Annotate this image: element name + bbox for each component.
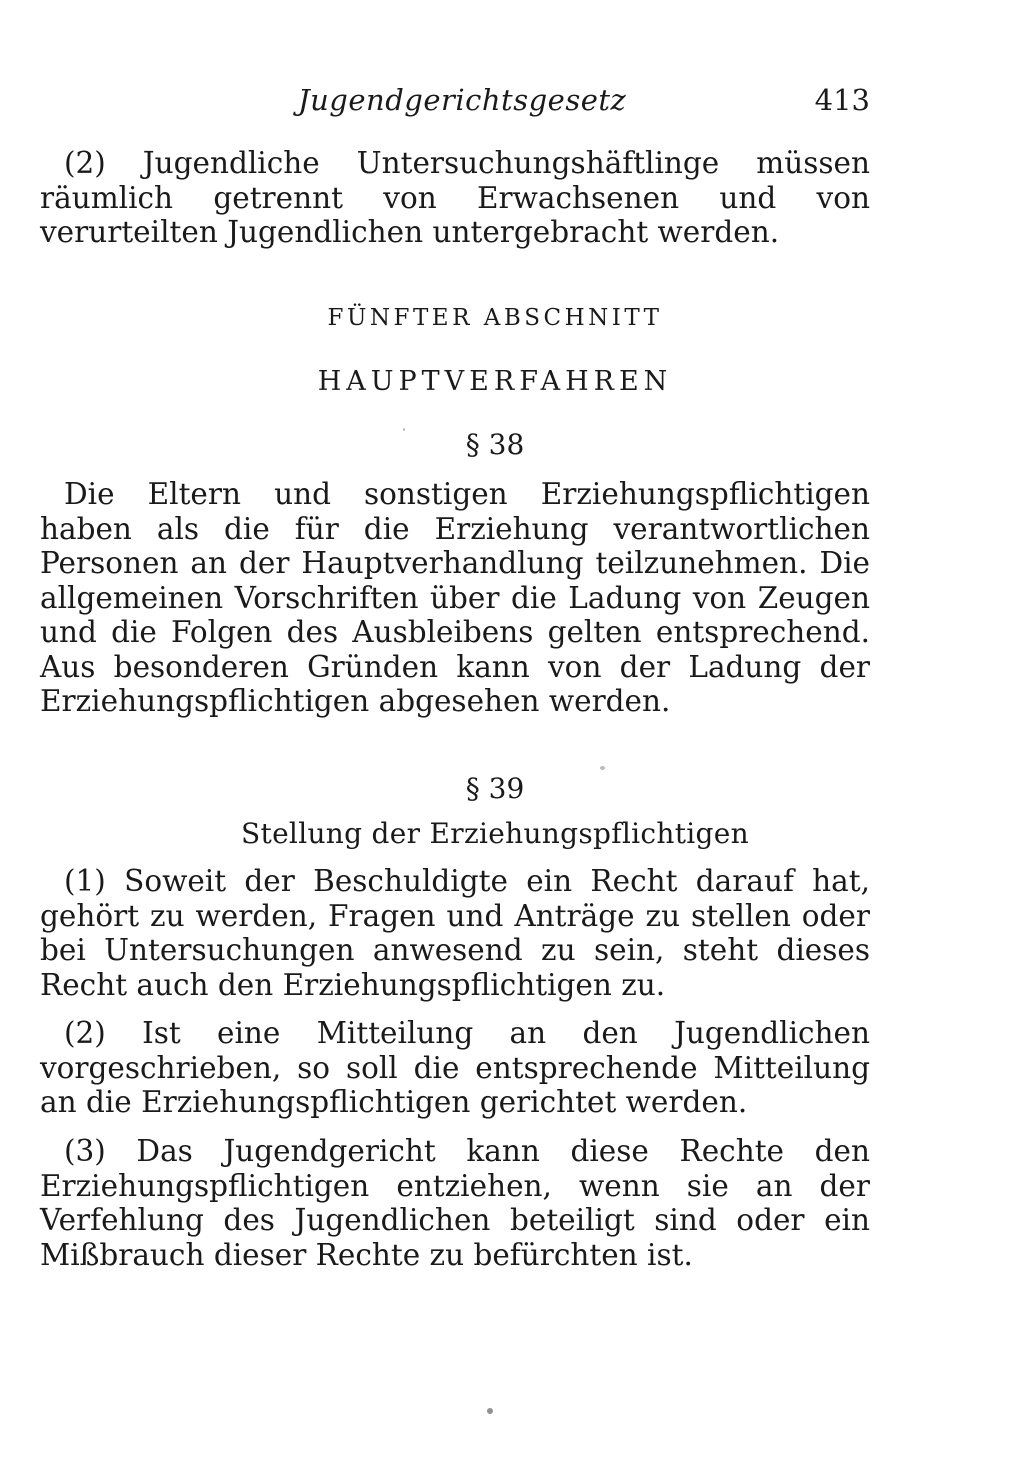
- scan-speck: [487, 1408, 493, 1414]
- section-label: FÜNFTER ABSCHNITT: [327, 305, 663, 331]
- paragraph-39-title: Stellung der Erziehungspflichtigen: [241, 817, 749, 850]
- paragraph-38-number: § 38: [465, 428, 525, 461]
- section-title: HAUPTVERFAHREN: [317, 366, 673, 397]
- page-number: 413: [814, 83, 870, 117]
- paragraph-39-subsection-1: (1) Soweit der Beschuldigte ein Recht darauf hat, gehört zu werden, Fragen und Anträge zu stellen oder bei Untersuchungen anwesend zu sein, steht dieses Recht auch den Erziehungspflichtigen zu.: [40, 864, 870, 1002]
- paragraph-39-subsection-2: (2) Ist eine Mitteilung an den Jugendlichen vorgeschrieben, so soll die entsprechende Mitteilung an die Erziehungspflichtigen gerichtet werden.: [40, 1016, 870, 1119]
- paragraph-39-number: § 39: [465, 772, 525, 805]
- paragraph-39-subsection-3: (3) Das Jugendgericht kann diese Rechte den Erziehungspflichtigen entziehen, wenn sie an der Verfehlung des Jugendlichen beteiligt sind oder ein Mißbrauch dieser Rechte zu befürchten ist.: [40, 1134, 870, 1272]
- scan-speck: [600, 766, 605, 770]
- book-page: [40, 0, 870, 1465]
- scan-speck: [403, 428, 405, 431]
- running-title: Jugendgerichtsgesetz: [298, 83, 627, 117]
- paragraph-38-text: Die Eltern und sonstigen Erziehungspflichtigen haben als die für die Erziehung verantwortlichen Personen an der Hauptverhandlung teilzunehmen. Die allgemeinen Vorschriften über die Ladung von Zeugen und die Folgen des Ausbleibens gelten entsprechend. Aus besonderen Gründen kann von der Ladung der Erziehungspflichtigen abgesehen werden.: [40, 477, 870, 718]
- intro-paragraph: (2) Jugendliche Untersuchungshäftlinge müssen räumlich getrennt von Erwachsenen und von verurteilten Jugendlichen untergebracht werden.: [40, 146, 870, 249]
- running-head: [40, 80, 870, 120]
